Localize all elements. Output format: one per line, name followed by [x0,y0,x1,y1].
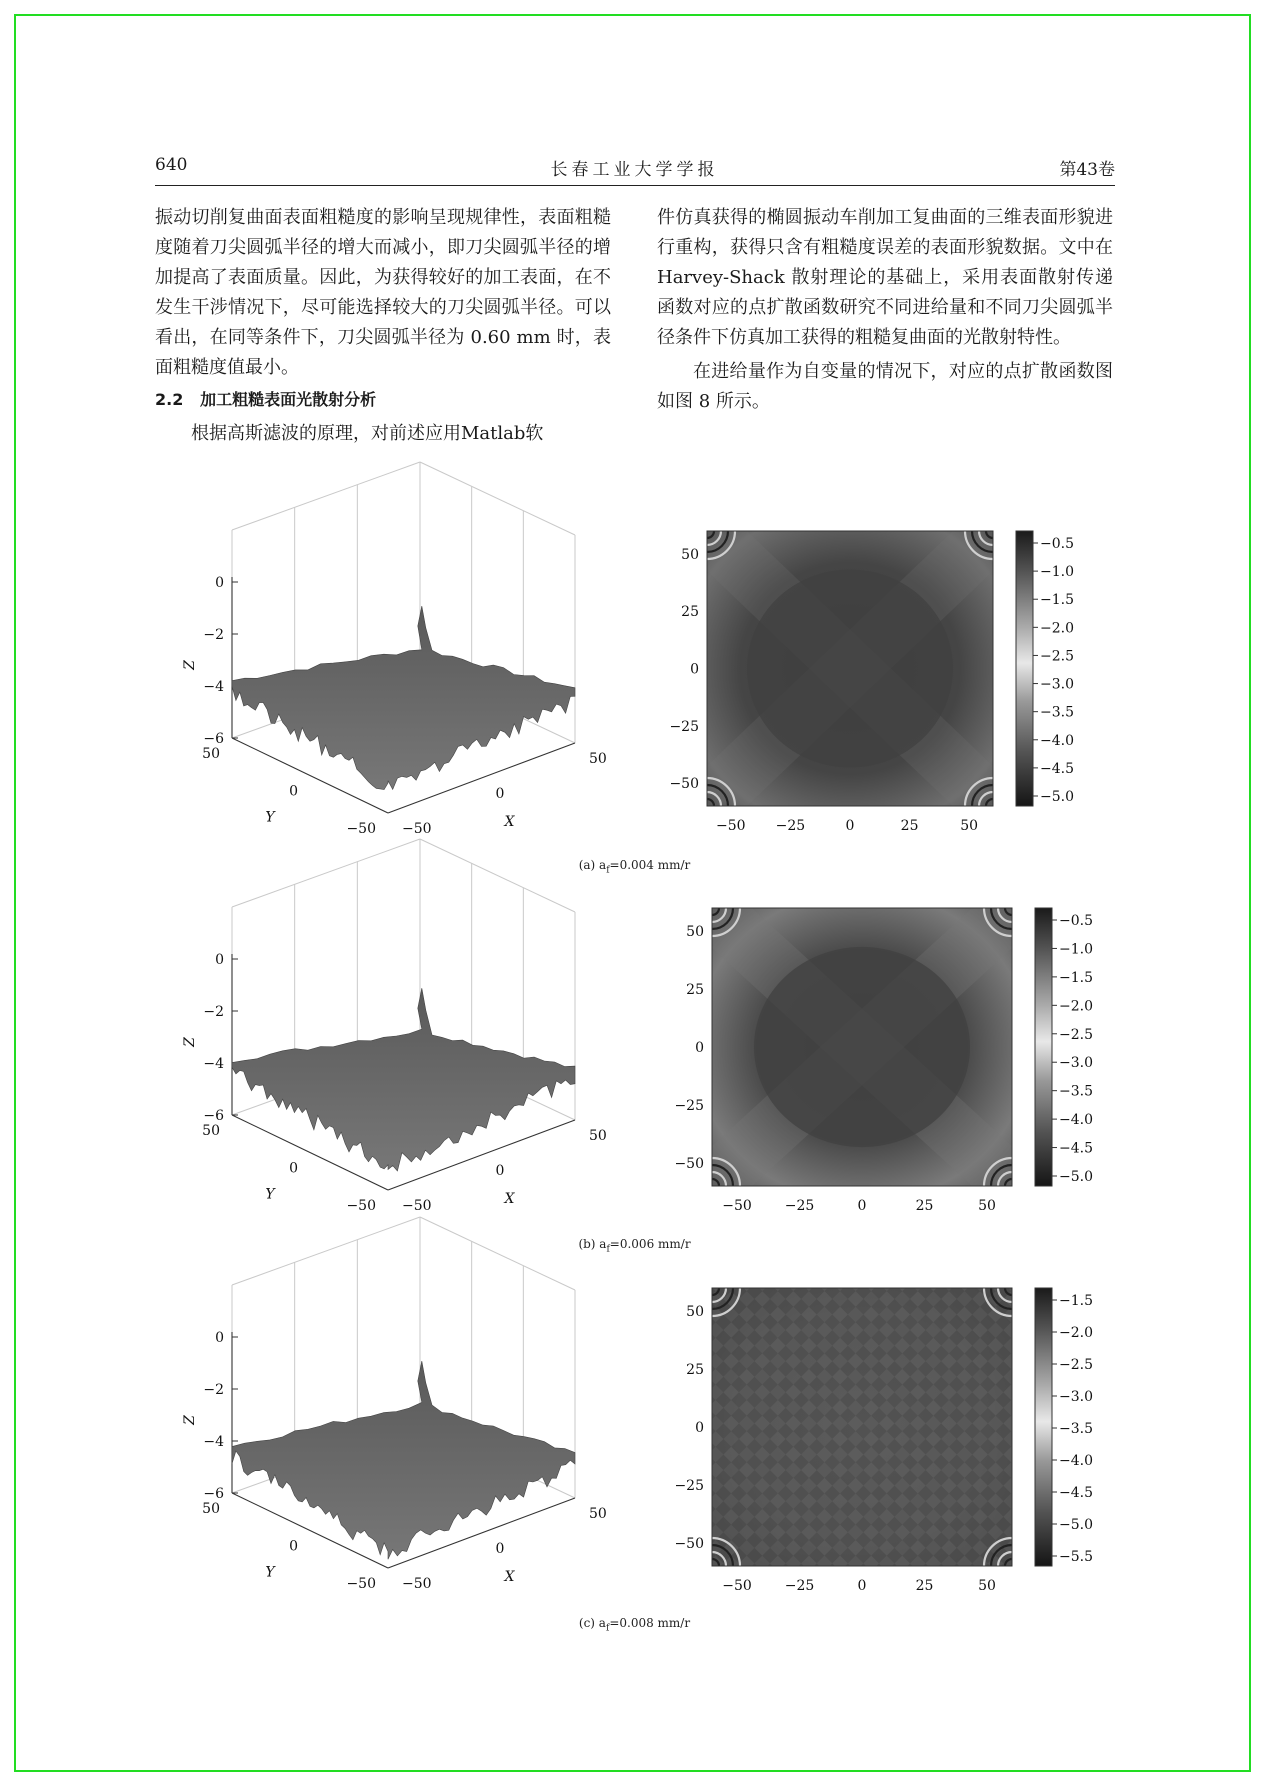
z-tick-label: −4 [203,679,224,695]
heatmap-y-tick-label: 50 [681,546,699,563]
mask [667,491,1033,531]
y-tick-label: 0 [289,1160,298,1177]
heatmap-x-tick-label: 50 [978,1198,996,1214]
colorbar-tick-label: −3.5 [1059,1083,1093,1100]
heatmap-x-tick-label: 0 [857,1578,867,1594]
z-tick-label: −4 [203,1434,224,1450]
colorbar-tick-label: −1.5 [1059,969,1093,986]
z-axis-label: Z [182,1415,198,1425]
x-tick-label: 50 [589,751,607,767]
colorbar-tick-label: −5.5 [1059,1549,1093,1565]
colorbar-tick-label: −0.5 [1040,536,1074,552]
z-tick-label: −2 [203,627,224,643]
heatmap-y-tick-label: −50 [674,1155,704,1172]
heatmap-x-tick-label: 0 [857,1198,867,1214]
heatmap-x-tick-label: 25 [900,818,919,834]
mask [672,868,712,1226]
colorbar-tick-label: −2.5 [1059,1357,1093,1373]
heatmap-y-tick-label: −50 [669,776,699,793]
z-tick-label: 0 [215,575,224,591]
heatmap-y-tick-label: −50 [674,1535,704,1552]
colorbar-tick-label: −4.5 [1059,1140,1093,1157]
y-tick-label: −50 [346,1198,376,1214]
x-axis-label: X [504,1191,515,1207]
colorbar [1035,908,1052,1186]
y-axis-label: Y [265,809,275,826]
heatmap-x-tick-label: 50 [978,1578,996,1594]
y-tick-label: −50 [346,1576,376,1592]
colorbar-tick-label: −2.0 [1059,998,1093,1015]
heatmap-y-tick-label: −25 [669,718,699,735]
heatmap-texture [712,1288,1012,1566]
caption-a: (a) $a_f=0.004$ mm/r [578,858,691,876]
z-tick-label: −6 [203,731,224,747]
y-axis-label: Y [265,1186,275,1203]
heatmap-y-tick-label: 25 [681,604,699,621]
y-tick-label: −50 [346,821,376,837]
x-tick-label: 0 [495,786,505,802]
colorbar-tick-label: −2.5 [1059,1026,1093,1043]
y-tick-label: 50 [202,1501,220,1517]
heatmap-x-tick-label: 25 [915,1578,934,1594]
heatmap-y-tick-label: 0 [695,1040,704,1056]
section-title: 加工粗糙表面光散射分析 [200,390,377,409]
x-axis-label: X [504,1569,515,1585]
z-axis-label: Z [182,1037,198,1047]
colorbar-tick-label: −4.0 [1040,732,1074,749]
paragraph: 根据高斯滤波的原理，对前述应用Matlab软 [191,423,544,444]
paragraph: 振动切削复曲面表面粗糙度的影响呈现规律性，表面粗糙度随着刀尖圆弧半径的增大而减小，即刀尖圆弧半径的增加提高了表面质量。因此，为获得较好的加工表面，在不发生干涉情况下，尽可能选择较大的刀尖圆弧半径。可以看出，在同等条件下，刀尖圆弧半径为 0.60 mm 时，表面粗糙度值最小。 [155,207,611,378]
grid-line [232,462,420,530]
heatmap-y-tick-label: 0 [690,661,699,678]
colorbar-tick-label: −5.0 [1059,1169,1093,1185]
psf-heatmap [667,491,1033,846]
page-number: 640 [155,155,188,175]
x-tick-label: 0 [495,1541,505,1557]
z-tick-label: −6 [203,1108,224,1124]
y-tick-label: 50 [202,1123,220,1139]
colorbar-tick-label: −5.0 [1059,1517,1093,1533]
x-tick-label: 50 [589,1506,607,1522]
colorbar-tick-label: −2.5 [1040,648,1074,665]
z-tick-label: −6 [203,1486,224,1502]
heatmap-y-tick-label: 50 [686,1304,704,1321]
heatmap-x-tick-label: 0 [845,818,855,834]
heatmap-x-tick-label: −25 [775,818,806,834]
heatmap-x-tick-label: −25 [784,1198,815,1214]
caption-c: (c) $a_f=0.008$ mm/r [578,1616,691,1634]
heatmap-y-tick-label: −25 [674,1477,704,1494]
heatmap-x-tick-label: 25 [915,1198,934,1214]
mask [667,491,707,846]
grid-line [420,462,575,535]
colorbar-tick-label: −1.0 [1059,941,1093,958]
z-tick-label: −2 [203,1382,224,1398]
x-tick-label: 50 [589,1128,607,1144]
section-number: 2.2 [155,390,184,409]
heatmap-x-tick-label: −50 [716,818,746,834]
colorbar-tick-label: −1.0 [1040,564,1074,581]
x-tick-label: 0 [495,1163,505,1179]
caption-b: (b) $a_f=0.006$ mm/r [578,1237,691,1255]
psf-heatmap [672,868,1052,1226]
paragraph: 件仿真获得的椭圆振动车削加工复曲面的三维表面形貌进行重构，获得只含有粗糙度误差的表面形貌数据。文中在 Harvey-Shack 散射理论的基础上，采用表面散射传递函数对应的点扩散函数研究不同进给量和不同刀尖圆弧半径条件下仿真加工获得的粗糙复曲面的光散射特性。 [657,207,1113,348]
heatmap-x-tick-label: −50 [722,1198,752,1214]
heatmap-x-tick-label: 50 [960,818,979,834]
colorbar-tick-label: −5.0 [1040,789,1074,805]
heatmap-x-tick-label: −25 [784,1578,815,1594]
z-tick-label: 0 [215,1330,224,1346]
journal-name: 长春工业大学学报 [550,160,719,180]
z-axis-label: Z [182,660,198,670]
x-tick-label: −50 [402,1198,432,1214]
z-tick-label: −4 [203,1056,224,1072]
heatmap-center [747,570,953,768]
colorbar-tick-label: −3.5 [1040,704,1074,721]
heatmap-y-tick-label: 25 [686,982,704,999]
colorbar-tick-label: −1.5 [1059,1293,1093,1309]
heatmap-y-tick-label: −25 [674,1097,704,1114]
volume-label: 第43卷 [1059,160,1115,180]
colorbar-tick-label: −4.0 [1059,1112,1093,1129]
colorbar-tick-label: −3.0 [1040,676,1074,693]
colorbar-tick-label: −3.0 [1059,1389,1093,1405]
x-tick-label: −50 [402,821,432,837]
x-tick-label: −50 [402,1576,432,1592]
colorbar-tick-label: −1.5 [1040,592,1074,609]
z-tick-label: 0 [215,952,224,968]
colorbar [1016,531,1033,806]
y-tick-label: 0 [289,783,298,800]
z-tick-label: −2 [203,1004,224,1020]
psf-heatmap [672,1248,1052,1606]
colorbar-tick-label: −3.5 [1059,1421,1093,1437]
y-tick-label: 50 [202,746,220,762]
heatmap-y-tick-label: 0 [695,1420,704,1436]
heatmap-x-tick-label: −50 [722,1578,752,1594]
colorbar [1035,1288,1052,1566]
colorbar-tick-label: −3.0 [1059,1055,1093,1072]
paragraph: 在进给量作为自变量的情况下，对应的点扩散函数图如图 8 所示。 [657,361,1113,412]
colorbar-tick-label: −0.5 [1059,913,1093,929]
heatmap-y-tick-label: 50 [686,924,704,941]
colorbar-tick-label: −4.5 [1040,760,1074,777]
colorbar-tick-label: −4.0 [1059,1453,1093,1469]
y-axis-label: Y [265,1564,275,1581]
heatmap-y-tick-label: 25 [686,1362,704,1379]
y-tick-label: 0 [289,1538,298,1555]
grid-line [420,839,575,912]
colorbar-tick-label: −4.5 [1059,1485,1093,1501]
heatmap-center [754,947,970,1147]
mask [672,1248,712,1606]
x-axis-label: X [504,814,515,830]
colorbar-tick-label: −2.0 [1059,1325,1093,1341]
colorbar-tick-label: −2.0 [1040,620,1074,637]
